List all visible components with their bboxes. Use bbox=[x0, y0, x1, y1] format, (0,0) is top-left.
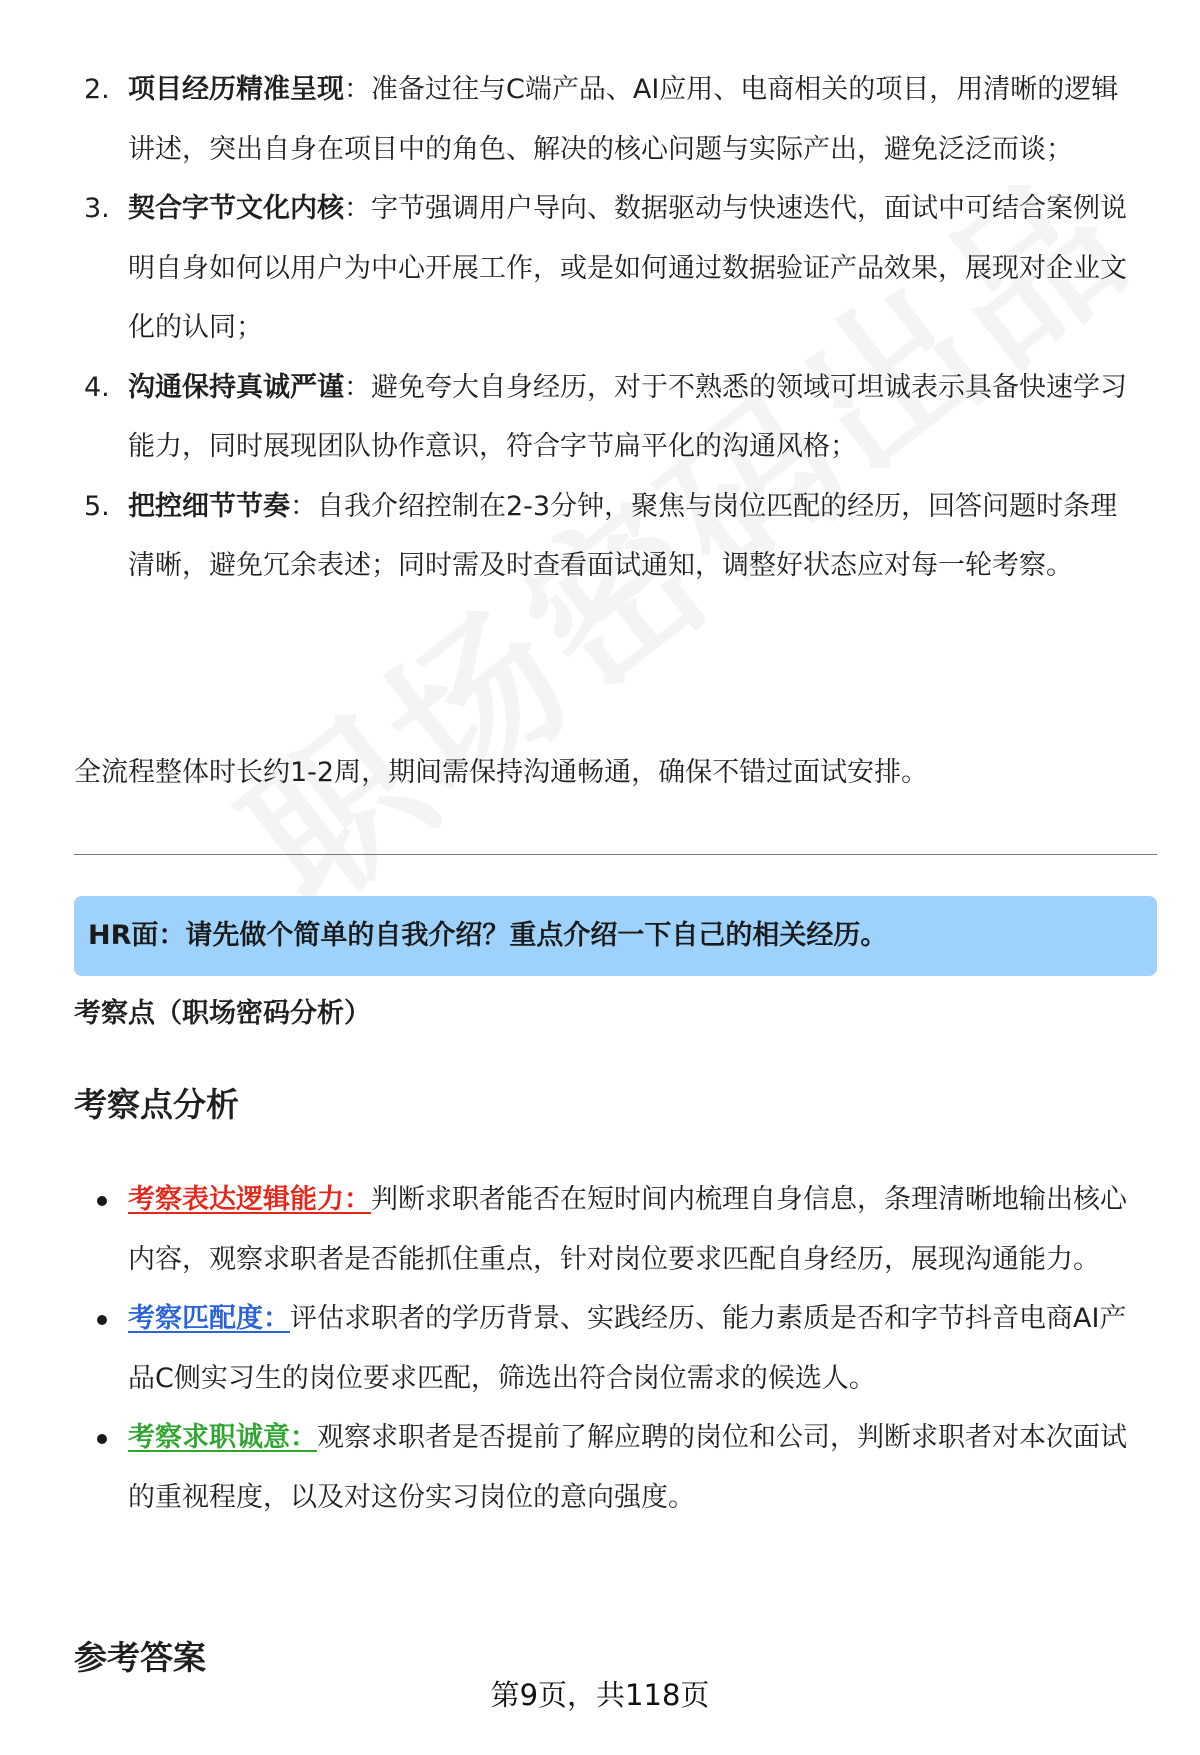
bullet-dot bbox=[97, 1315, 107, 1325]
analysis-heading: 考察点分析 bbox=[74, 1085, 239, 1124]
list-item bbox=[0, 60, 1200, 179]
list-item bbox=[0, 1170, 1200, 1289]
analysis-subheading: 考察点（职场密码分析） bbox=[74, 998, 371, 1029]
list-item-title: 契合字节文化内核 bbox=[128, 193, 344, 224]
list-item bbox=[0, 1289, 1200, 1408]
page-footer: 第9页，共118页 bbox=[490, 1678, 710, 1712]
list-item bbox=[0, 477, 1200, 596]
summary-paragraph: 全流程整体时长约1-2周，期间需保持沟通畅通，确保不错过面试安排。 bbox=[74, 757, 929, 788]
list-item-title: 沟通保持真诚严谨 bbox=[128, 371, 344, 403]
list-item-text: ：字节强调用户导向、数据驱动与快速迭代，面试中可结合案例说明自身如何以用户为中心开展工作，或是如何通过数据验证产品效果，展现对企业文化的认同； bbox=[128, 193, 1127, 343]
list-item bbox=[0, 179, 1200, 358]
list-number: 4. bbox=[84, 371, 110, 403]
answer-heading: 参考答案 bbox=[74, 1638, 206, 1677]
point-keyword: 考察表达逻辑能力： bbox=[128, 1184, 371, 1215]
section-divider bbox=[74, 854, 1157, 855]
list-item bbox=[0, 1408, 1200, 1527]
tips-list bbox=[0, 60, 1200, 596]
point-text: 观察求职者是否提前了解应聘的岗位和公司，判断求职者对本次面试的重视程度，以及对这份实习岗位的意向强度。 bbox=[128, 1422, 1127, 1513]
list-item-text: ：避免夸大自身经历，对于不熟悉的领域可坦诚表示具备快速学习能力，同时展现团队协作意识，符合字节扁平化的沟通风格； bbox=[128, 371, 1127, 462]
hr-question-box: HR面：请先做个简单的自我介绍？重点介绍一下自己的相关经历。 bbox=[74, 896, 1157, 976]
bullet-dot bbox=[97, 1434, 107, 1444]
list-item-title: 把控细节节奏 bbox=[128, 490, 290, 522]
list-number: 5. bbox=[84, 490, 110, 522]
list-item-text: ：自我介绍控制在2-3分钟，聚焦与岗位匹配的经历，回答问题时条理清晰，避免冗余表述；同时需及时查看面试通知，调整好状态应对每一轮考察。 bbox=[128, 490, 1118, 581]
list-number: 3. bbox=[84, 193, 110, 224]
list-number: 2. bbox=[84, 74, 110, 105]
bullet-dot bbox=[97, 1196, 107, 1206]
list-item-text: ：准备过往与C端产品、AI应用、电商相关的项目，用清晰的逻辑讲述，突出自身在项目中的角色、解决的核心问题与实际产出，避免泛泛而谈； bbox=[128, 74, 1119, 165]
point-text: 评估求职者的学历背景、实践经历、能力素质是否和字节抖音电商AI产品C侧实习生的岗位要求匹配，筛选出符合岗位需求的候选人。 bbox=[128, 1303, 1127, 1394]
list-item-title: 项目经历精准呈现 bbox=[128, 74, 344, 105]
analysis-points-list bbox=[0, 1170, 1200, 1527]
list-item bbox=[0, 358, 1200, 477]
point-keyword: 考察求职诚意： bbox=[128, 1422, 317, 1453]
point-keyword: 考察匹配度： bbox=[128, 1303, 290, 1334]
point-text: 判断求职者能否在短时间内梳理自身信息，条理清晰地输出核心内容，观察求职者是否能抓住重点，针对岗位要求匹配自身经历，展现沟通能力。 bbox=[128, 1184, 1127, 1275]
